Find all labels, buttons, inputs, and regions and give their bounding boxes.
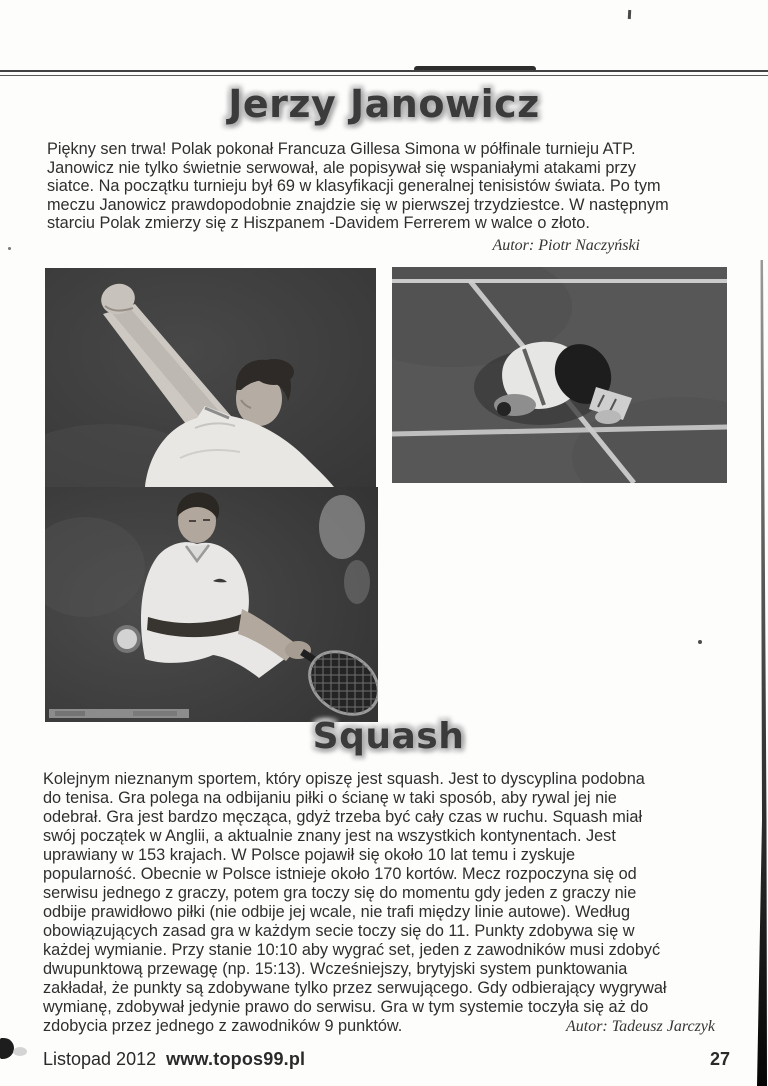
text-line: starciu Polak zmierzy się z Hiszpanem -Davidem Ferrerem w walce o złoto.	[47, 214, 590, 233]
photo-backhand	[45, 487, 378, 722]
scan-tick-mark	[628, 10, 631, 19]
text-line: do tenisa. Gra polega na odbijaniu piłki o ścianę w taki sposób, aby rywal jej nie	[43, 789, 617, 807]
text-line: odbije prawidłowo piłki (nie odbije jej wcale, nie trafi między linie autowe). Według	[43, 903, 631, 921]
header-rule	[0, 70, 768, 76]
text-line: serwisu jednego z graczy, potem gra toczy się do momentu gdy jeden z graczy nie	[43, 884, 637, 902]
page-footer	[43, 1049, 743, 1070]
text-line: uprawiany w 153 krajach. W Polsce pojawił się około 10 lat temu i zyskuje	[43, 846, 576, 864]
scan-dot-artifact	[698, 640, 702, 644]
text-line: swój początek w Anglii, a aktualnie znany jest na wszystkich kontynentach. Jest	[43, 827, 616, 845]
text-line: zakładał, że punkty są zdobywane tylko przez serwującego. Gdy odbierający wygrywał	[43, 979, 667, 997]
author-credit-jarczyk: Autor: Tadeusz Jarczyk	[565, 1018, 715, 1035]
scan-corner-smear	[13, 1047, 27, 1056]
author-row	[47, 236, 743, 256]
footer-website: www.topos99.pl	[166, 1049, 306, 1069]
article-squash	[43, 770, 743, 1036]
author-credit-naczynski: Autor: Piotr Naczyński	[492, 236, 640, 254]
text-line: wymianę, zdobywał jedynie prawo do serwisu. Gra w tym systemie toczyła się aż do	[43, 998, 649, 1016]
text-line: siatce. Na początku turnieju był 69 w klasyfikacji generalnej tenisistów świata. Po tym	[47, 177, 661, 196]
text-line: odebrał. Gra jest bardzo męcząca, gdyż trzeba być cały czas w ruchu. Squash miał	[43, 808, 643, 826]
page-number: 27	[709, 1049, 730, 1069]
text-line: dwupunktową przewagę (np. 15:13). Wcześniejszy, brytyjski system punktowania	[43, 960, 628, 978]
article-janowicz	[47, 140, 743, 256]
text-line: Piękny sen trwa! Polak pokonał Francuza Gillesa Simona w półfinale turnieju ATP.	[47, 140, 636, 158]
article-squash-last-row	[43, 1017, 743, 1036]
scan-edge-artifact	[756, 260, 768, 1086]
text-line: Janowicz nie tylko świetnie serwował, ale popisywał się wspaniałymi atakami przy	[47, 158, 637, 177]
photo-kneeling	[392, 267, 727, 483]
photo-celebration	[45, 268, 376, 487]
text-line: meczu Janowicz prawdopodobnie znajdzie się w pierwszej trzydziestce. W następnym	[47, 195, 669, 214]
text-line: obowiązujących zasad gra w każdym secie toczy się do 11. Punkty zdobywa się w	[43, 922, 635, 940]
page-title: Jerzy Janowicz	[228, 82, 540, 126]
footer-date: Listopad 2012	[43, 1049, 157, 1069]
text-line: każdej wymianie. Przy stanie 10:10 aby wygrać set, jeden z zawodników musi zdobyć	[43, 941, 661, 959]
article-squash-last-line: zdobycia przez jednego z zawodników 9 punktów.	[43, 1017, 403, 1035]
text-line: popularność. Obecnie w Polsce istnieje około 170 kortów. Mecz rozpoczyna się od	[43, 865, 637, 883]
article-janowicz-text	[47, 140, 743, 233]
article-squash-text	[43, 770, 743, 1017]
footer-left	[43, 1049, 305, 1070]
text-line: Kolejnym nieznanym sportem, który opiszę jest squash. Jest to dyscyplina podobna	[43, 770, 645, 788]
scan-dot-artifact-left	[8, 247, 11, 250]
scan-corner-blob	[0, 1038, 14, 1059]
section-title-squash: Squash	[312, 716, 465, 757]
